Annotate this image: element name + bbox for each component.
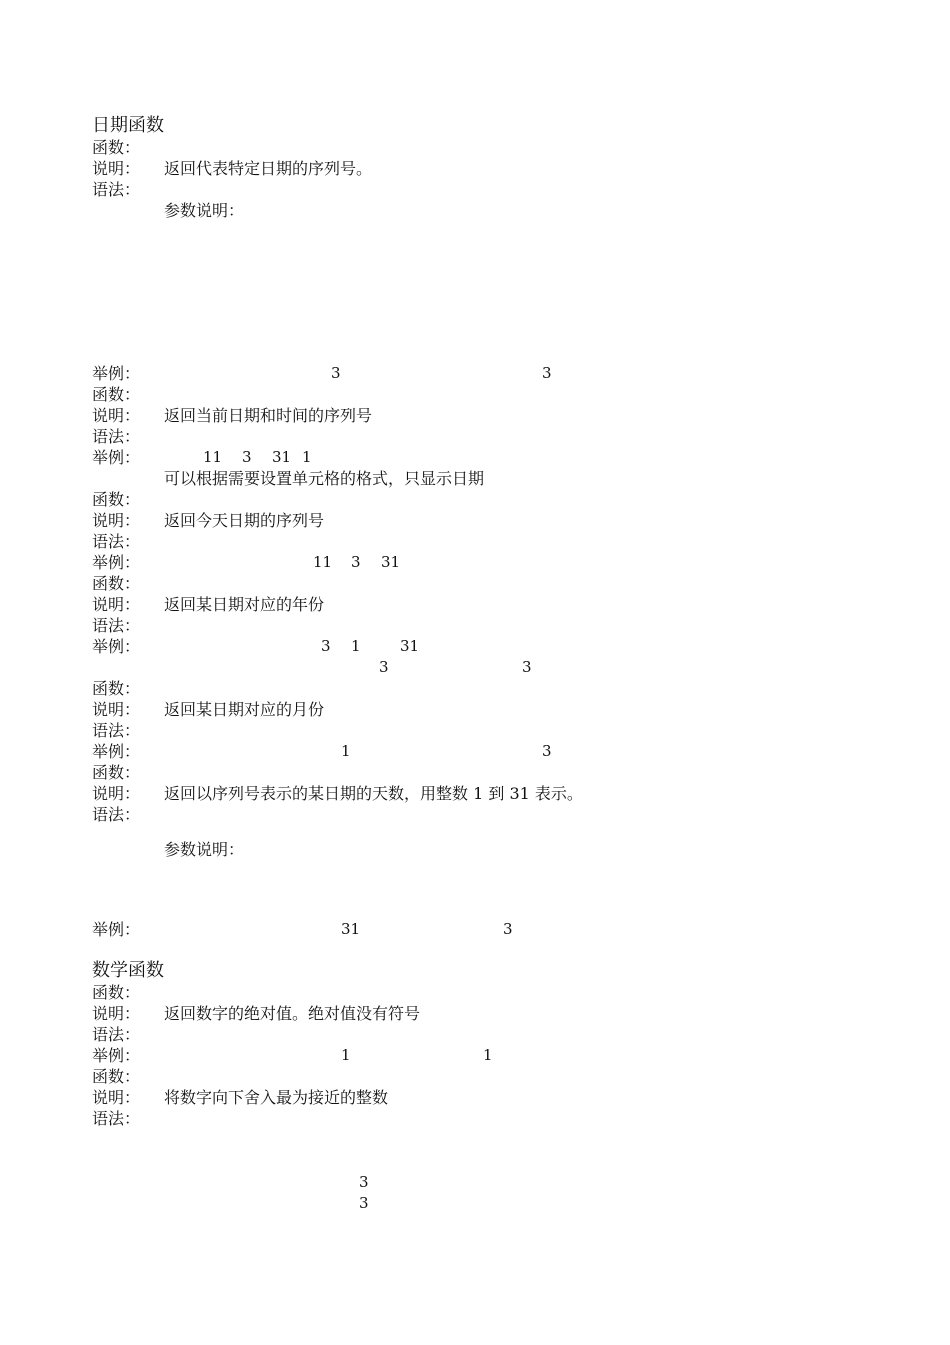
desc-label: 说明： [92, 700, 141, 719]
today-example-value: 3 [351, 553, 361, 571]
date-example-value: 3 [331, 364, 341, 382]
date-description: 返回代表特定日期的序列号。 [164, 159, 373, 178]
month-example-value: 1 [341, 742, 351, 760]
now-example-value: 31 [272, 448, 292, 466]
now-example-value: 3 [242, 448, 252, 466]
example-label: 举例： [92, 553, 141, 572]
syntax-label: 语法： [92, 616, 141, 635]
params-label: 参数说明： [164, 201, 245, 220]
syntax-label: 语法： [92, 721, 141, 740]
year-example-value: 31 [400, 637, 420, 655]
abs-example-value: 1 [341, 1046, 351, 1064]
today-description: 返回今天日期的序列号 [164, 511, 325, 530]
func-label: 函数： [92, 385, 141, 404]
date-example-value: 3 [542, 364, 552, 382]
func-label: 函数： [92, 490, 141, 509]
year-example-value: 3 [379, 658, 389, 676]
syntax-label: 语法： [92, 532, 141, 551]
desc-label: 说明： [92, 406, 141, 425]
desc-label: 说明： [92, 595, 141, 614]
year-example-value: 3 [321, 637, 331, 655]
day-example-value: 3 [503, 920, 513, 938]
section-title-date: 日期函数 [92, 115, 164, 136]
year-description: 返回某日期对应的年份 [164, 595, 325, 614]
syntax-label: 语法： [92, 1025, 141, 1044]
day-example-value: 31 [341, 920, 361, 938]
desc-label: 说明： [92, 1088, 141, 1107]
syntax-label: 语法： [92, 1109, 141, 1128]
abs-description: 返回数字的绝对值。绝对值没有符号 [164, 1004, 421, 1023]
now-example-value: 11 [203, 448, 223, 466]
example-label: 举例： [92, 1046, 141, 1065]
params-label: 参数说明： [164, 840, 245, 859]
example-label: 举例： [92, 920, 141, 939]
now-example-value: 1 [302, 448, 312, 466]
syntax-label: 语法： [92, 805, 141, 824]
syntax-label: 语法： [92, 180, 141, 199]
func-label: 函数： [92, 574, 141, 593]
now-description: 返回当前日期和时间的序列号 [164, 406, 373, 425]
abs-example-value: 1 [483, 1046, 493, 1064]
int-example-value: 3 [359, 1194, 369, 1212]
func-label: 函数： [92, 983, 141, 1002]
today-example-value: 31 [381, 553, 401, 571]
example-label: 举例： [92, 637, 141, 656]
int-example-value: 3 [359, 1173, 369, 1191]
desc-label: 说明： [92, 511, 141, 530]
int-description: 将数字向下舍入最为接近的整数 [164, 1088, 389, 1107]
year-example-value: 1 [351, 637, 361, 655]
desc-label: 说明： [92, 784, 141, 803]
example-label: 举例： [92, 364, 141, 383]
func-label: 函数： [92, 763, 141, 782]
day-description: 返回以序列号表示的某日期的天数，用整数 1 到 31 表示。 [164, 784, 583, 803]
func-label: 函数： [92, 138, 141, 157]
desc-label: 说明： [92, 1004, 141, 1023]
func-label: 函数： [92, 1067, 141, 1086]
month-description: 返回某日期对应的月份 [164, 700, 325, 719]
syntax-label: 语法： [92, 427, 141, 446]
year-example-value: 3 [522, 658, 532, 676]
section-title-math: 数学函数 [92, 960, 164, 981]
example-label: 举例： [92, 742, 141, 761]
func-label: 函数： [92, 679, 141, 698]
now-note: 可以根据需要设置单元格的格式，只显示日期 [164, 469, 485, 488]
month-example-value: 3 [542, 742, 552, 760]
today-example-value: 11 [313, 553, 333, 571]
desc-label: 说明： [92, 159, 141, 178]
example-label: 举例： [92, 448, 141, 467]
